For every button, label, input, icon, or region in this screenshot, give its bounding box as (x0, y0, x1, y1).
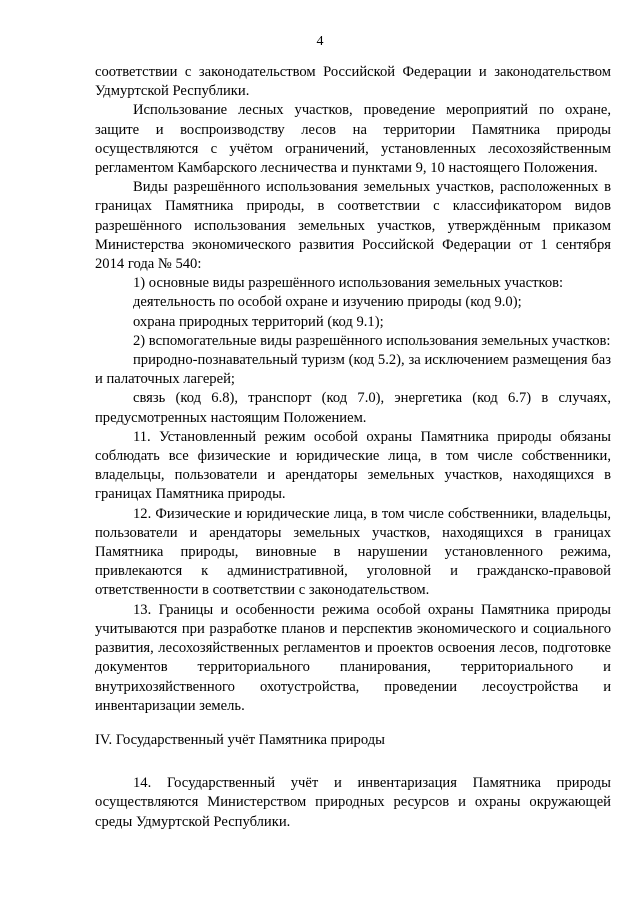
list-item-code-5-2: природно-познавательный туризм (код 5.2), за исключением размещения баз и палаточных лагерей; (95, 352, 611, 388)
paragraph-continuation: соответствии с законодательством Российской Федерации и законодательством Удмуртской Республики. (95, 64, 611, 100)
document-body (95, 63, 611, 832)
paragraph-13: 13. Границы и особенности режима особой охраны Памятника природы учитываются при разработке планов и перспектив экономического и социального развития, лесохозяйственных регламентов и проектов освоения лесов, подготовке документов территориального планирования, территориального и внутрихозяйственного охотустройства, проведении лесоустройства и инвентаризации земель. (95, 601, 611, 714)
list-item-main-uses: 1) основные виды разрешённого использования земельных участков: (133, 275, 564, 292)
page-number: 4 (316, 34, 324, 49)
paragraph-11: 11. Установленный режим особой охраны Памятника природы обязаны соблюдать все физические и юридические лица, в том числе собственники, владельцы, пользователи и арендаторы земельных участков, находящихся в границах Памятника природы. (95, 428, 611, 503)
paragraph-land-use-types: Виды разрешённого использования земельных участков, расположенных в границах Памятника природы, в соответствии с классификатором видов разрешённого использования земельных участков, утверждённым приказом Министерства экономического развития Российской Федерации от 1 сентября 2014 года № 540: (95, 179, 611, 273)
list-item-codes-6-8-7-0-6-7: связь (код 6.8), транспорт (код 7.0), энергетика (код 6.7) в случаях, предусмотренных настоящим Положением. (95, 390, 611, 426)
list-item-code-9-1: охрана природных территорий (код 9.1); (133, 313, 384, 330)
paragraph-14: 14. Государственный учёт и инвентаризация Памятника природы осуществляются Министерством природных ресурсов и охраны окружающей среды Удмуртской Республики. (95, 775, 611, 830)
section-heading: IV. Государственный учёт Памятника природы (95, 731, 385, 748)
paragraph-forest-use: Использование лесных участков, проведение мероприятий по охране, защите и воспроизводству лесов на территории Памятника природы осуществляются с учётом ограничений, установленных лесохозяйственным регламентом Камбарского лесничества и пунктами 9, 10 настоящего Положения. (95, 102, 611, 177)
list-item-auxiliary-uses: 2) вспомогательные виды разрешённого использования земельных участков: (133, 332, 611, 349)
list-item-code-9-0: деятельность по особой охране и изучению природы (код 9.0); (133, 294, 522, 311)
paragraph-12: 12. Физические и юридические лица, в том числе собственники, владельцы, пользователи и арендаторы земельных участков, находящихся в границах Памятника природы, виновные в нарушении установленного режима, привлекаются к административной, уголовной и гражданско-правовой ответственности в соответствии с законодательством. (95, 505, 611, 599)
